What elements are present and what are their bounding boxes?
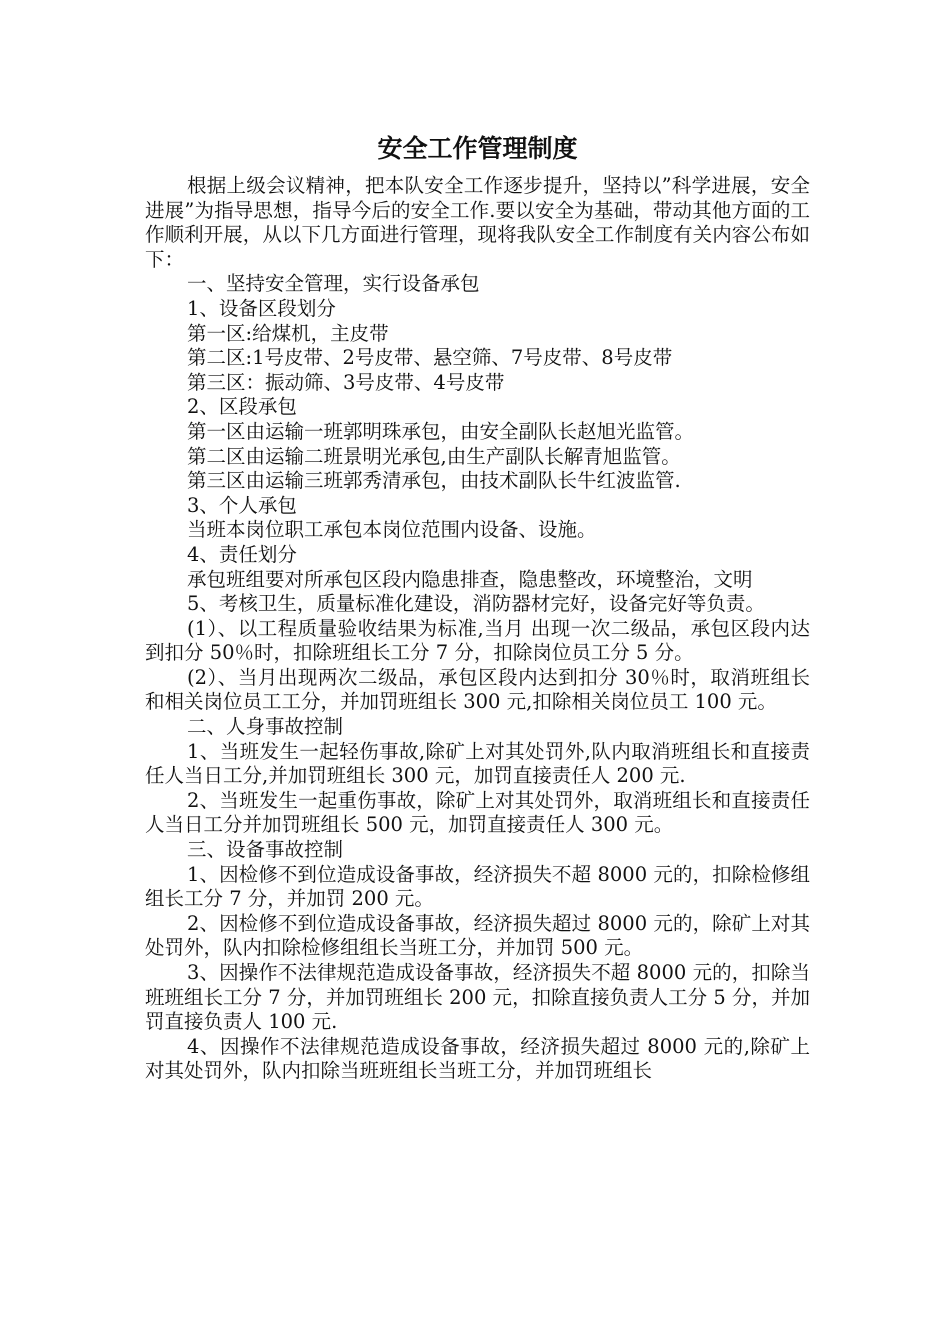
contract-zone-3: 第三区由运输三班郭秀清承包，由技术副队长牛红波监管. [187, 469, 681, 493]
equipment-rule-3: 3、因操作不法律规范造成设备事故，经济损失不超 8000 元的，扣除当班班组长工分 7 分，并加罚班组长 200 元，扣除直接负责人工分 5 分，并加罚直接负责人 100 元. [145, 961, 810, 1034]
injury-rule-1: 1、当班发生一起轻伤事故,除矿上对其处罚外,队内取消班组长和直接责任人当日工分,并加罚班组长 300 元，加罚直接责任人 200 元. [145, 739, 810, 788]
section-heading-1: 一、坚持安全管理，实行设备承包 [187, 272, 480, 296]
document-title: 安全工作管理制度 [377, 134, 578, 163]
rule-2: (2）、当月出现两次二级品，承包区段内达到扣分 30％时，取消班组长和相关岗位员工工分，并加罚班组长 300 元,扣除相关岗位员工 100 元。 [145, 665, 810, 714]
subsection-5: 5、考核卫生，质量标准化建设，消防器材完好，设备完好等负责。 [187, 592, 765, 616]
equipment-rule-2: 2、因检修不到位造成设备事故，经济损失超过 8000 元的，除矿上对其处罚外，队内扣除检修组组长当班工分，并加罚 500 元。 [145, 911, 810, 960]
zone-3: 第三区：振动筛、3号皮带、4号皮带 [187, 370, 505, 394]
zone-1: 第一区:给煤机，主皮带 [187, 321, 389, 345]
subsection-4: 4、责任划分 [187, 542, 297, 566]
section-heading-2: 二、人身事故控制 [187, 715, 344, 739]
subsection-2: 2、区段承包 [187, 395, 297, 419]
contract-zone-1: 第一区由运输一班郭明珠承包，由安全副队长赵旭光监管。 [187, 419, 695, 443]
document-page [145, 130, 810, 1084]
injury-rule-2: 2、当班发生一起重伤事故，除矿上对其处罚外，取消班组长和直接责任人当日工分并加罚班组长 500 元，加罚直接责任人 300 元。 [145, 788, 810, 837]
subsection-3: 3、个人承包 [187, 493, 297, 517]
personal-contract: 当班本岗位职工承包本岗位范围内设备、设施。 [187, 518, 597, 542]
rule-1: (1）、以工程质量验收结果为标准,当月 出现一次二级品，承包区段内达到扣分 50％时，扣除班组长工分 7 分，扣除岗位员工分 5 分。 [145, 616, 810, 665]
section-heading-3: 三、设备事故控制 [187, 838, 344, 862]
subsection-1: 1、设备区段划分 [187, 296, 336, 320]
zone-2: 第二区:1号皮带、2号皮带、悬空筛、7号皮带、8号皮带 [187, 346, 673, 370]
paragraph-intro: 根据上级会议精神，把本队安全工作逐步提升，坚持以”科学进展，安全进展”为指导思想，指导今后的安全工作.要以安全为基础，带动其他方面的工作顺利开展，从以下几方面进行管理，现将我队安全工作制度有关内容公布如下： [145, 174, 810, 271]
contract-zone-2: 第二区由运输二班景明光承包,由生产副队长解青旭监管。 [187, 444, 681, 468]
equipment-rule-1: 1、因检修不到位造成设备事故，经济损失不超 8000 元的，扣除检修组组长工分 7 分，并加罚 200 元。 [145, 862, 810, 911]
equipment-rule-4: 4、因操作不法律规范造成设备事故，经济损失超过 8000 元的,除矿上对其处罚外，队内扣除当班班组长当班工分，并加罚班组长 [145, 1034, 810, 1083]
document-body [145, 174, 810, 1084]
responsibility-text: 承包班组要对所承包区段内隐患排查，隐患整改，环境整治，文明 [187, 567, 753, 591]
